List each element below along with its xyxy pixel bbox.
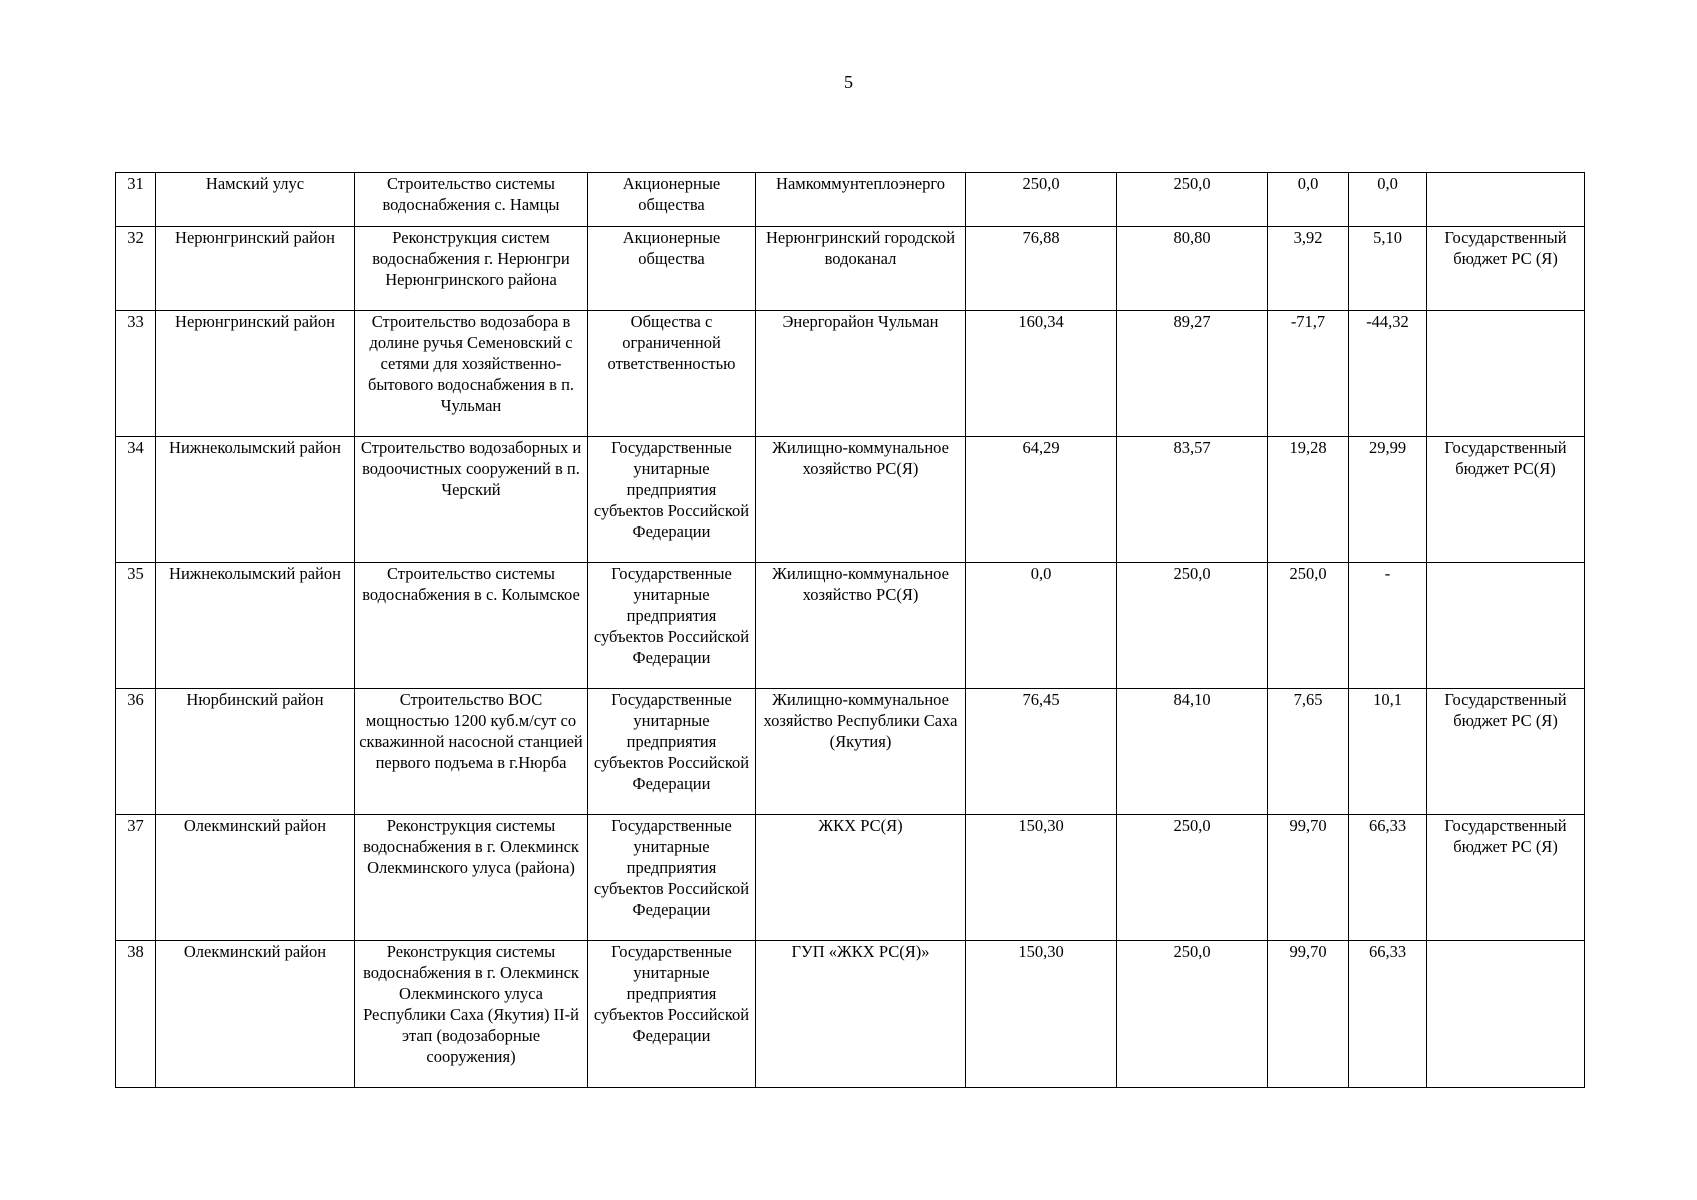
data-table xyxy=(115,172,1585,1088)
table-body xyxy=(116,173,1585,1088)
organization-name-cell: ГУП «ЖКХ РС(Я)» xyxy=(756,941,966,1088)
funding-source-cell: Государственный бюджет РС (Я) xyxy=(1427,815,1585,941)
row-number-cell: 31 xyxy=(116,173,156,227)
difference-cell: 0,0 xyxy=(1268,173,1349,227)
organization-name-cell: Энергорайон Чульман xyxy=(756,311,966,437)
row-number-cell: 38 xyxy=(116,941,156,1088)
funding-source-cell xyxy=(1427,941,1585,1088)
value-2-cell: 83,57 xyxy=(1117,437,1268,563)
table-row xyxy=(116,815,1585,941)
organization-type-cell: Акционерные общества xyxy=(588,227,756,311)
project-name-cell: Строительство системы водоснабжения с. Намцы xyxy=(355,173,588,227)
district-cell: Олекминский район xyxy=(156,941,355,1088)
organization-name-cell: Жилищно-коммунальное хозяйство РС(Я) xyxy=(756,437,966,563)
page-number: 5 xyxy=(844,72,853,92)
difference-cell: 3,92 xyxy=(1268,227,1349,311)
district-cell: Олекминский район xyxy=(156,815,355,941)
district-cell: Нижнеколымский район xyxy=(156,563,355,689)
table-row xyxy=(116,173,1585,227)
percent-cell: 66,33 xyxy=(1349,941,1427,1088)
organization-type-cell: Акционерные общества xyxy=(588,173,756,227)
organization-name-cell: Жилищно-коммунальное хозяйство РС(Я) xyxy=(756,563,966,689)
value-2-cell: 84,10 xyxy=(1117,689,1268,815)
table-row xyxy=(116,227,1585,311)
project-name-cell: Строительство водозабора в долине ручья Семеновский с сетями для хозяйственно-бытового водоснабжения в п. Чульман xyxy=(355,311,588,437)
difference-cell: 250,0 xyxy=(1268,563,1349,689)
project-name-cell: Строительство водозаборных и водоочистных сооружений в п. Черский xyxy=(355,437,588,563)
organization-type-cell: Государственные унитарные предприятия субъектов Российской Федерации xyxy=(588,689,756,815)
percent-cell: - xyxy=(1349,563,1427,689)
percent-cell: 29,99 xyxy=(1349,437,1427,563)
organization-name-cell: Нерюнгринский городской водоканал xyxy=(756,227,966,311)
value-2-cell: 89,27 xyxy=(1117,311,1268,437)
funding-source-cell xyxy=(1427,173,1585,227)
organization-type-cell: Общества с ограниченной ответственностью xyxy=(588,311,756,437)
table-row xyxy=(116,437,1585,563)
district-cell: Нерюнгринский район xyxy=(156,311,355,437)
row-number-cell: 33 xyxy=(116,311,156,437)
value-1-cell: 0,0 xyxy=(966,563,1117,689)
district-cell: Нерюнгринский район xyxy=(156,227,355,311)
row-number-cell: 32 xyxy=(116,227,156,311)
table-row xyxy=(116,311,1585,437)
value-2-cell: 80,80 xyxy=(1117,227,1268,311)
percent-cell: -44,32 xyxy=(1349,311,1427,437)
value-2-cell: 250,0 xyxy=(1117,941,1268,1088)
row-number-cell: 37 xyxy=(116,815,156,941)
value-2-cell: 250,0 xyxy=(1117,563,1268,689)
row-number-cell: 35 xyxy=(116,563,156,689)
district-cell: Нюрбинский район xyxy=(156,689,355,815)
organization-name-cell: ЖКХ РС(Я) xyxy=(756,815,966,941)
percent-cell: 66,33 xyxy=(1349,815,1427,941)
value-1-cell: 76,88 xyxy=(966,227,1117,311)
percent-cell: 10,1 xyxy=(1349,689,1427,815)
organization-name-cell: Жилищно-коммунальное хозяйство Республики Саха (Якутия) xyxy=(756,689,966,815)
funding-source-cell xyxy=(1427,563,1585,689)
district-cell: Намский улус xyxy=(156,173,355,227)
difference-cell: 7,65 xyxy=(1268,689,1349,815)
organization-type-cell: Государственные унитарные предприятия субъектов Российской Федерации xyxy=(588,437,756,563)
difference-cell: -71,7 xyxy=(1268,311,1349,437)
funding-source-cell: Государственный бюджет РС (Я) xyxy=(1427,227,1585,311)
value-1-cell: 76,45 xyxy=(966,689,1117,815)
value-1-cell: 250,0 xyxy=(966,173,1117,227)
value-1-cell: 160,34 xyxy=(966,311,1117,437)
organization-type-cell: Государственные унитарные предприятия субъектов Российской Федерации xyxy=(588,815,756,941)
value-2-cell: 250,0 xyxy=(1117,815,1268,941)
difference-cell: 19,28 xyxy=(1268,437,1349,563)
value-1-cell: 64,29 xyxy=(966,437,1117,563)
project-name-cell: Строительство ВОС мощностью 1200 куб.м/сут со скважинной насосной станцией первого подъема в г.Нюрба xyxy=(355,689,588,815)
percent-cell: 5,10 xyxy=(1349,227,1427,311)
project-name-cell: Строительство системы водоснабжения в с. Колымское xyxy=(355,563,588,689)
row-number-cell: 34 xyxy=(116,437,156,563)
funding-source-cell: Государственный бюджет РС(Я) xyxy=(1427,437,1585,563)
organization-type-cell: Государственные унитарные предприятия субъектов Российской Федерации xyxy=(588,941,756,1088)
table-row xyxy=(116,563,1585,689)
project-name-cell: Реконструкция систем водоснабжения г. Нерюнгри Нерюнгринского района xyxy=(355,227,588,311)
difference-cell: 99,70 xyxy=(1268,815,1349,941)
value-1-cell: 150,30 xyxy=(966,815,1117,941)
table-row xyxy=(116,689,1585,815)
district-cell: Нижнеколымский район xyxy=(156,437,355,563)
table-row xyxy=(116,941,1585,1088)
row-number-cell: 36 xyxy=(116,689,156,815)
project-name-cell: Реконструкция системы водоснабжения в г. Олекминск Олекминского улуса Республики Саха (Якутия) II-й этап (водозаборные сооружения) xyxy=(355,941,588,1088)
funding-source-cell: Государственный бюджет РС (Я) xyxy=(1427,689,1585,815)
value-1-cell: 150,30 xyxy=(966,941,1117,1088)
organization-name-cell: Намкоммунтеплоэнерго xyxy=(756,173,966,227)
percent-cell: 0,0 xyxy=(1349,173,1427,227)
organization-type-cell: Государственные унитарные предприятия субъектов Российской Федерации xyxy=(588,563,756,689)
project-name-cell: Реконструкция системы водоснабжения в г. Олекминск Олекминского улуса (района) xyxy=(355,815,588,941)
funding-source-cell xyxy=(1427,311,1585,437)
value-2-cell: 250,0 xyxy=(1117,173,1268,227)
difference-cell: 99,70 xyxy=(1268,941,1349,1088)
